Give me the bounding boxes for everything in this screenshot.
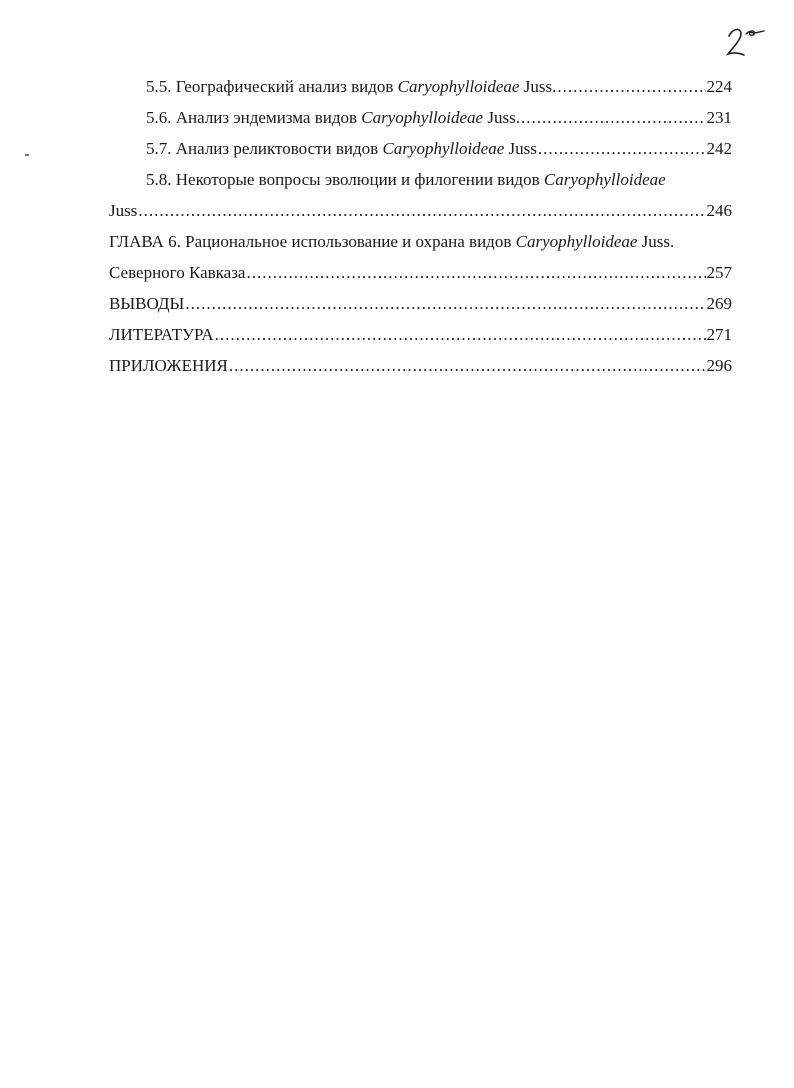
toc-chapter-6-continuation (109, 261, 732, 292)
dot-leader (229, 354, 706, 378)
toc-entry-5-8-title (109, 168, 732, 199)
toc-entry-5-6 (109, 106, 732, 137)
dot-leader (557, 75, 705, 99)
toc-page-number: 242 (706, 139, 732, 158)
toc-chapter-6-title (109, 230, 732, 261)
dot-leader (521, 106, 706, 130)
handwritten-page-number (726, 22, 766, 58)
toc-section-title: ВЫВОДЫ (109, 294, 185, 313)
toc-page-number: 246 (706, 201, 732, 220)
toc-page-number: 269 (706, 294, 732, 313)
toc-appendices (109, 354, 732, 385)
toc-conclusions (109, 292, 732, 323)
dot-leader (538, 137, 706, 161)
toc-page-number: 224 (706, 77, 732, 96)
toc-entry-title: 5.5. Географический анализ видов Caryophylloideae Juss. (146, 77, 557, 96)
toc-literature (109, 323, 732, 354)
toc-page-number: 271 (706, 325, 732, 344)
toc-entry-5-5 (109, 75, 732, 106)
toc-chapter-title: ГЛАВА 6. Рациональное использование и охрана видов Caryophylloideae Juss. (109, 232, 675, 251)
toc-page-number: 231 (706, 108, 732, 127)
toc-entry-5-7 (109, 137, 732, 168)
toc-section-title: ПРИЛОЖЕНИЯ (109, 356, 228, 375)
table-of-contents (109, 75, 732, 385)
toc-entry-title-continuation: Juss (109, 201, 138, 220)
scan-speck (25, 154, 29, 156)
toc-section-title: ЛИТЕРАТУРА (109, 325, 214, 344)
toc-chapter-title-continuation: Северного Кавказа (109, 263, 246, 282)
toc-entry-title: 5.7. Анализ реликтовости видов Caryophylloideae Juss (146, 139, 537, 158)
toc-page-number: 257 (706, 263, 732, 282)
toc-entry-5-8-continuation (109, 199, 732, 230)
toc-entry-title: 5.6. Анализ эндемизма видов Caryophylloideae Juss. (146, 108, 520, 127)
dot-leader (246, 261, 705, 285)
toc-page-number: 296 (706, 356, 732, 375)
dot-leader (215, 323, 706, 347)
dot-leader (185, 292, 705, 316)
toc-entry-title: 5.8. Некоторые вопросы эволюции и филогении видов Caryophylloideae (146, 170, 666, 189)
dot-leader (138, 199, 705, 223)
